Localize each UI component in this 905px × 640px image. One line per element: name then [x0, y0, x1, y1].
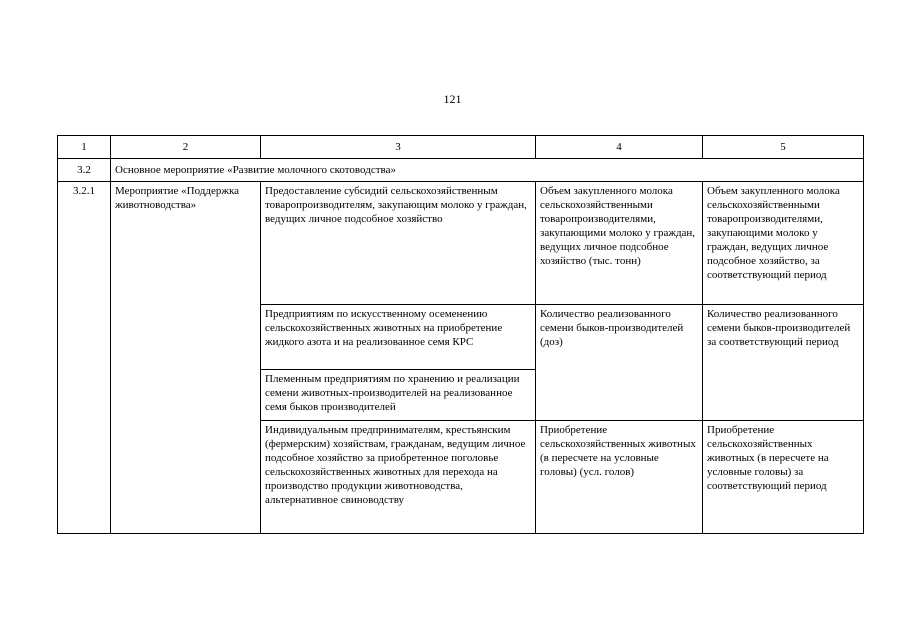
- header-col-2: 2: [111, 136, 261, 159]
- header-col-4: 4: [536, 136, 703, 159]
- section-title: Основное мероприятие «Развитие молочного скотоводства»: [111, 159, 864, 182]
- table-row: [58, 182, 864, 305]
- section-number: 3.2: [58, 159, 111, 182]
- page-number: 121: [443, 92, 462, 106]
- header-row: [58, 136, 864, 159]
- activity-description: Племенным предприятиям по хранению и реализации семени животных-производителей на реализованное семя быков производителей: [261, 370, 536, 421]
- indicator-unit: Объем закупленного молока сельскохозяйственными товаропроизводителями, закупающими молоко у граждан, ведущих личное подсобное хозяйство (тыс. тонн): [536, 182, 703, 305]
- indicator-unit: Количество реализованного семени быков-производителей (доз): [536, 305, 703, 421]
- measure-number: 3.2.1: [58, 182, 111, 534]
- indicator-unit: Приобретение сельскохозяйственных животных (в пересчете на условные головы) (усл. голов): [536, 421, 703, 534]
- header-col-3: 3: [261, 136, 536, 159]
- program-table: [57, 135, 864, 534]
- header-col-1: 1: [58, 136, 111, 159]
- measure-name: Мероприятие «Поддержка животноводства»: [111, 182, 261, 534]
- activity-description: Предоставление субсидий сельскохозяйственным товаропроизводителям, закупающим молоко у граждан, ведущих личное подсобное хозяйство: [261, 182, 536, 305]
- section-row: [58, 159, 864, 182]
- indicator-period: Объем закупленного молока сельскохозяйственными товаропроизводителями, закупающими молоко у граждан, ведущих личное подсобное хозяйство, за соответствующий период: [703, 182, 864, 305]
- activity-description: Предприятиям по искусственному осеменению сельскохозяйственных животных на приобретение жидкого азота и на реализованное семя КРС: [261, 305, 536, 370]
- activity-description: Индивидуальным предпринимателям, крестьянским (фермерским) хозяйствам, гражданам, ведущим личное подсобное хозяйство за приобретенное поголовье сельскохозяйственных животных для перехода на производство продукции животноводства, альтернативное свиноводству: [261, 421, 536, 534]
- indicator-period: Количество реализованного семени быков-производителей за соответствующий период: [703, 305, 864, 421]
- indicator-period: Приобретение сельскохозяйственных животных (в пересчете на условные головы) за соответствующий период: [703, 421, 864, 534]
- header-col-5: 5: [703, 136, 864, 159]
